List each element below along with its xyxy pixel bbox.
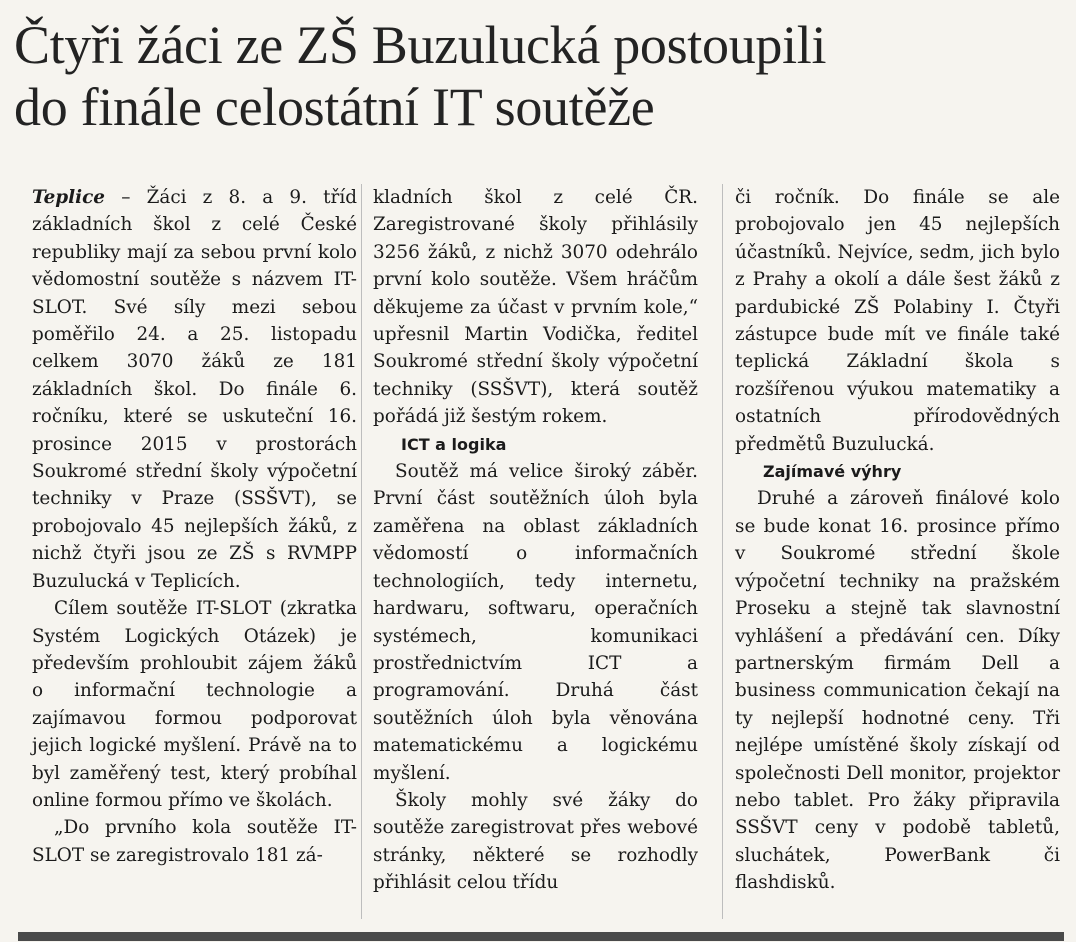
page-bottom-rule [18, 932, 1064, 941]
article-paragraph: Školy mohly své žáky do soutěže zaregistrovat přes webové stránky, některé se rozhodly přihlásit celou třídu [373, 789, 698, 894]
headline-line-2: do finále celostátní IT soutěže [14, 77, 655, 137]
article-paragraph: Cílem soutěže IT-SLOT (zkratka Systém Logických Otázek) je především prohloubit zájem žáků o informační technologie a zajímavou formou podporovat jejich logické myšlení. Právě na to byl zaměřený test, který probíhal online formou přímo ve školách. [32, 598, 357, 811]
article-paragraph: či ročník. Do finále se ale probojovalo jen 45 nejlepších účastníků. Nejvíce, sedm, jich bylo z Prahy a okolí a dále šest žáků z pardubické ZŠ Polabiny I. Čtyři zástupce bude mít ve finále také teplická Základní škola s rozšířenou výukou matematiky a ostatních přírodovědných předmětů Buzulucká. [735, 187, 1060, 455]
article-paragraph: Soutěž má velice široký záběr. První část soutěžních úloh byla zaměřena na oblast základních vědomostí o informačních technologiích, tedy internetu, hardwaru, softwaru, operačních systémech, komunikaci prostřednictvím ICT a programování. Druhá část soutěžních úloh byla věnována matematickému a logickému myšlení. [373, 461, 698, 784]
article-column-3 [735, 184, 1060, 897]
article-headline [14, 14, 1064, 138]
article-paragraph [32, 184, 357, 595]
article-paragraph: Druhé a zároveň finálové kolo se bude konat 16. prosince přímo v Soukromé střední škole výpočetní techniky na pražském Proseku a stejně tak slavnostní vyhlášení a předávání cen. Díky partnerským firmám Dell a business communication čekají na ty nejlepší hodnotné ceny. Tři nejlépe umístěné školy získají od společnosti Dell monitor, projektor nebo tablet. Pro žáky připravila SSŠVT ceny v podobě tabletů, sluchátek, PowerBank či flashdisků. [735, 488, 1060, 894]
dateline-place: Teplice [32, 187, 106, 208]
article-paragraph: „Do prvního kola soutěže IT-SLOT se zaregistrovalo 181 zá- [32, 817, 357, 866]
paragraph-text: – Žáci z 8. a 9. tříd základních škol z celé České republiky mají za sebou první kolo vědomostní soutěže s názvem IT-SLOT. Své síly mezi sebou poměřilo 24. a 25. listopadu celkem 3070 žáků ze 181 základních škol. Do finále 6. ročníku, které se uskuteční 16. prosince 2015 v prostorách Soukromé střední školy výpočetní techniky v Praze (SSŠVT), se probojovalo 45 nejlepších žáků, z nichž čtyři jsou ze ZŠ s RVMPP Buzulucká v Teplicích. [32, 187, 357, 592]
article-column-2 [373, 184, 698, 897]
column-divider [361, 184, 362, 919]
section-subheading: ICT a logika [401, 434, 507, 454]
article-paragraph: kladních škol z celé ČR. Zaregistrované školy přihlásily 3256 žáků, z nichž 3070 odehrálo první kolo soutěže. Všem hráčům děkujeme za účast v prvním kole,“ upřesnil Martin Vodička, ředitel Soukromé střední školy výpočetní techniky (SSŠVT), která soutěž pořádá již šestým rokem. [373, 187, 698, 428]
section-subheading: Zajímavé výhry [763, 462, 902, 482]
article-column-1 [32, 184, 357, 869]
headline-line-1: Čtyři žáci ze ZŠ Buzulucká postoupili [14, 15, 827, 75]
column-divider [722, 184, 723, 919]
